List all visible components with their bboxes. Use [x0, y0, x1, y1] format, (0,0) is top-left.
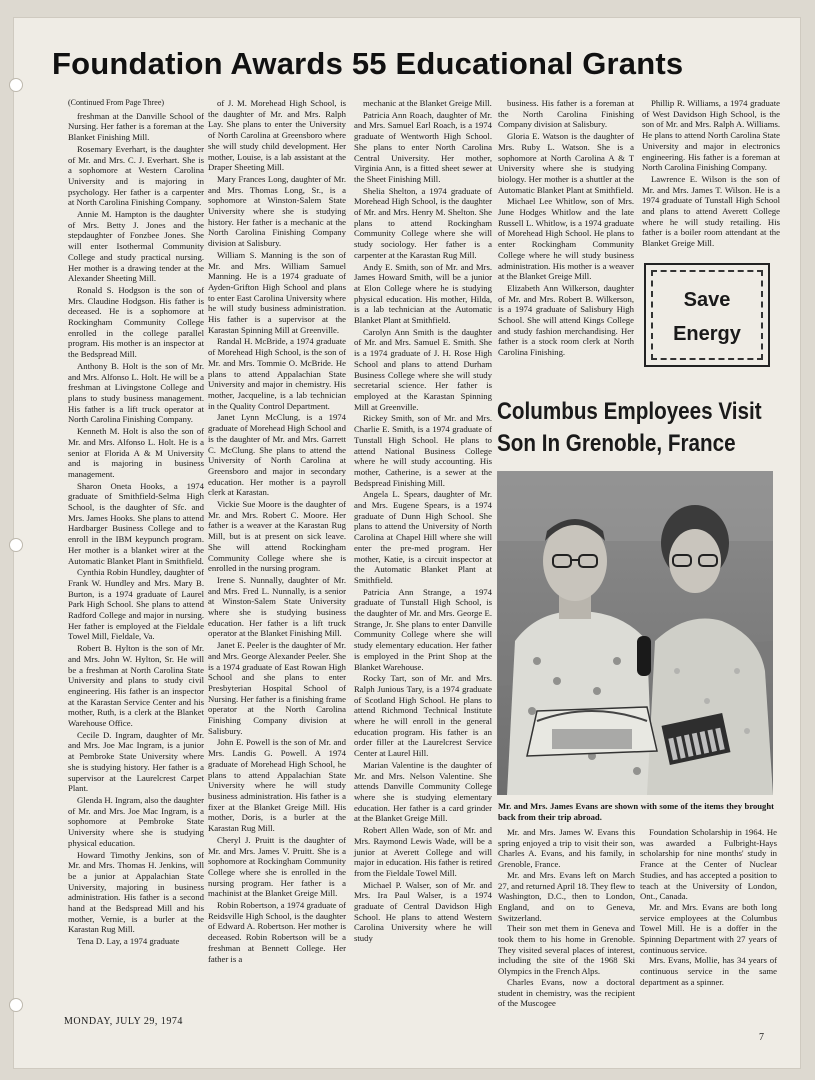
evans-story-column-1: [498, 827, 635, 1009]
paragraph: Rocky Tart, son of Mr. and Mrs. Ralph Junious Tary, is a 1974 graduate of Scotland High School. He plans to attend Richmond Technical Institute where he will enroll in the general education program. His father is an order filler at the Laurelcrest Service Center at Laurel Hill.: [354, 673, 492, 759]
paragraph: mechanic at the Blanket Greige Mill.: [363, 98, 492, 108]
paragraph: Mr. and Mrs. Evans left on March 27, and returned April 18. They flew to Washington, D.C., then to London, England, and on to Geneva, Switzerland.: [498, 869, 635, 923]
main-headline: Foundation Awards 55 Educational Grants: [52, 46, 684, 81]
footer-date: MONDAY, JULY 29, 1974: [64, 1016, 183, 1027]
paragraph: Michael Lee Whitlow, son of Mrs. June Hodges Whitlow and the late Russell L. Whitlow, is a 1974 graduate of Morehead High School. He plans to enter Rockingham Community College where he will study business administration. His mother is a weaver at the Blanket Greige Mill.: [498, 196, 634, 282]
paragraph: Mary Frances Long, daughter of Mr. and Mrs. Thomas Long, Sr., is a sophomore at Winston-Salem State University where she is studying history. Her father is a mechanic at the North Carolina Finishing Company division at Salisbury.: [208, 173, 346, 249]
paragraph: Angela L. Spears, daughter of Mr. and Mrs. Eugene Spears, is a 1974 graduate of Dunn High School. She plans to attend the University of North Carolina at Chapel Hill where she will enter the pre-med program. Her mother, Katie, is a circuit inspector at the Automatic Blanket Plant at Smithfield.: [354, 489, 492, 585]
paragraph: Patricia Ann Roach, daughter of Mr. and Mrs. Samuel Earl Roach, is a 1974 graduate of Wentworth High School. She plans to enter North Carolina Central University. Her mother, Virginia Ann, is a fitted sheet sewer at the Sheet Finishing Mill.: [354, 109, 492, 184]
save-text: Save: [683, 289, 731, 311]
second-headline: [497, 396, 762, 460]
paragraph: Rickey Smith, son of Mr. and Mrs. Charlie E. Smith, is a 1974 graduate of Tunstall High School. He plans to attend National Business College where he will study accounting. His mother, Catherine, is a sewer at the Bedspread Finishing Mill.: [354, 413, 492, 488]
paragraph: Mr. and Mrs. Evans are both long service employees at the Columbus Towel Mill. He is a doffer in the Spinning Department with 27 years of continuous service.: [640, 901, 777, 955]
paragraph: Robert Allen Wade, son of Mr. and Mrs. Raymond Lewis Wade, will be a junior at Averett College and will major in education. His father is retired from the Fieldale Towel Mill.: [354, 825, 492, 878]
paragraph: John E. Powell is the son of Mr. and Mrs. Landis G. Powell. A 1974 graduate of Morehead High School, he plans to attend Appalachian State University where he will study business administration. His father is a fixer at the Blanket Greige Mill. His mother, Doris, is a burler at the Karastan Rug Mill.: [208, 737, 346, 834]
paragraph: Cheryl J. Pruitt is the daughter of Mr. and Mrs. James V. Pruitt. She is a sophomore at Rockingham Community College where she is enrolled in the nursing program. Her father is a machinist at the Blanket Greige Mill.: [208, 834, 346, 899]
paragraph: Irene S. Nunnally, daughter of Mr. and Mrs. Fred L. Nunnally, is a senior at Winston-Salem State University where she is studying business education. Her father is a lift truck operator at the Blanket Finishing Mill.: [208, 574, 346, 639]
paragraph: Charles Evans, now a doctoral student in chemistry, was the recipient of the Muscogee: [498, 976, 635, 1009]
punch-hole: [9, 998, 23, 1012]
paragraph: Kenneth M. Holt is also the son of Mr. and Mrs. Alfonso L. Holt. He is a senior at Florida A & M University and is majoring in business management.: [68, 426, 204, 479]
paragraph: Cecile D. Ingram, daughter of Mr. and Mrs. Joe Mac Ingram, is a junior at Pembroke State University where she is studying history. Her father is a supervisor at the Laurelcrest Carpet Plant.: [68, 729, 204, 794]
photo-image: [497, 471, 773, 795]
article-column-2: [208, 98, 346, 965]
article-column-1: [68, 98, 204, 948]
paragraph: Cynthia Robin Hundley, daughter of Frank W. Hundley and Mrs. Mary B. Burton, is a 1974 graduate of Laurel Park High School. She plans to attend Radford College and major in nursing. Her father is employed at the Fieldale Towel Mill, Fieldale, Va.: [68, 567, 204, 642]
paragraph: Gloria E. Watson is the daughter of Mrs. Ruby L. Watson. She is a sophomore at North Carolina A & T University where she is studying biology. Her mother is a shuttler at the Automatic Blanket Plant at Smithfield.: [498, 131, 634, 195]
paragraph: Elizabeth Ann Wilkerson, daughter of Mr. and Mrs. Robert B. Wilkerson, is a 1974 graduate of Salisbury High School. She will attend Kings College and study fashion merchandising. Her father is a stock room clerk at North Carolina Finishing.: [498, 282, 634, 358]
article-column-4: [498, 98, 634, 359]
paragraph: Andy E. Smith, son of Mr. and Mrs. James Howard Smith, will be a junior at Elon College where he is studying physical education. His mother, Hilda, is a lab technician at the Automatic Blanket Plant at Smithfield.: [354, 261, 492, 326]
article-column-3: [354, 98, 492, 944]
paragraph: Janet E. Peeler is the daughter of Mr. and Mrs. George Alexander Peeler. She is a 1974 graduate of East Rowan High School and she plans to enter Presbyterian Hospital School of Nursing. Her father is a finishing frame operator at the North Carolina Finishing Company division at Salisbury.: [208, 640, 346, 736]
evans-story-column-2: [640, 827, 777, 988]
paragraph: business. His father is a foreman at the North Carolina Finishing Company division at Salisbury.: [498, 98, 634, 130]
paragraph: Mr. and Mrs. James W. Evans this spring enjoyed a trip to visit their son, Charles A. Evans, and his family, in Grenoble, France.: [498, 827, 635, 870]
second-headline-line2: Son In Grenoble, France: [497, 430, 736, 457]
paragraph: Janet Lynn McClung, is a 1974 graduate of Morehead High School and is the daughter of Mr. and Mrs. Garrett C. McClung. She plans to attend the University of North Carolina at Greensboro and major in secondary education. Her mother is a payroll clerk at Karastan.: [208, 412, 346, 498]
paragraph: Robin Robertson, a 1974 graduate of Reidsville High School, is the daughter of Edward A. Robertson. Her mother is deceased. Robin Robertson will be a freshman at Bennett College. Her father is a: [208, 900, 346, 964]
paragraph: Rosemary Everhart, is the daughter of Mr. and Mrs. C. J. Everhart. She is a sophomore at Western Carolina University and is majoring in psychology. Her father is a carpenter at North Carolina Finishing Company.: [68, 143, 204, 208]
paragraph: Vickie Sue Moore is the daughter of Mr. and Mrs. Robert C. Moore. Her father is a weaver at the Karastan Rug Mill, but is at present on sick leave. She will attend Rockingham Community College where she is enrolled in the nursing program.: [208, 499, 346, 574]
paragraph: Randal H. McBride, a 1974 graduate of Morehead High School, is the son of Mr. and Mrs. Tommie O. McBride. He plans to attend Appalachian State University and major in chemistry. His mother, Jacqueline, is a lab technician in the Quality Control Department.: [208, 336, 346, 411]
paragraph: Robert B. Hylton is the son of Mr. and Mrs. John W. Hylton, Sr. He will be a freshman at North Carolina State University and plans to study civil engineering. His father is an inspector at the Karastan Service Center and his mother, Ruth, is a clerk at the Blanket Warehouse Office.: [68, 643, 204, 729]
save-energy-box: [644, 263, 770, 367]
article-column-5: [642, 98, 780, 250]
dashed-border: [651, 270, 763, 360]
paragraph: Lawrence E. Wilson is the son of Mr. and Mrs. James T. Wilson. He is a 1974 graduate of Tunstall High School and plans to attend Averett College where he will study retailing. His father is a boiler room attendant at the Blanket Greige Mill.: [642, 173, 780, 249]
paragraph: of J. M. Morehead High School, is the daughter of Mr. and Mrs. Ralph Lay. She plans to enter the University of North Carolina at Greensboro where she will study child development. Her mother, Louise, is a lab assistant at the Draper Sheeting Mill.: [208, 98, 346, 173]
paragraph: Tena D. Lay, a 1974 graduate: [77, 936, 180, 947]
paragraph: Phillip R. Williams, a 1974 graduate of West Davidson High School, is the son of Mr. and Mrs. Ralph A. Williams. He plans to attend North Carolina State University and major in electronics engineering. His father is a foreman at North Carolina Finishing Company.: [642, 98, 780, 173]
second-headline-line1: Columbus Employees Visit: [497, 398, 762, 425]
paragraph: Ronald S. Hodgson is the son of Mrs. Claudine Hodgson. His father is deceased. He is a sophomore at Rockingham Community College enrolled in the college parallel program. His mother is an inspector at the Bedspread Mill.: [68, 284, 204, 360]
paragraph: Howard Timothy Jenkins, son of Mr. and Mrs. Thomas H. Jenkins, will be a junior at Appalachian State University, majoring in business administration. His father is a second hand at the Bedspread Mill and his mother, Vernie, is a burler at the Karastan Rug Mill.: [68, 849, 204, 935]
photo-caption: Mr. and Mrs. James Evans are shown with some of the items they brought back from their trip abroad.: [498, 801, 774, 822]
paragraph: Foundation Scholarship in 1964. He was awarded a Fulbright-Hays scholarship for nine months' study in France at the Center of Nuclear Studies, and has accepted a position to teach at the University of London, Ont., Canada.: [640, 827, 777, 902]
paragraph: Anthony B. Holt is the son of Mr. and Mrs. Alfonso L. Holt. He will be a freshman at Livingstone College and plans to study business management. His father is a lift truck operator at North Carolina Finishing Company.: [68, 360, 204, 425]
paragraph: Their son met them in Geneva and took them to his home in Grenoble. They visited several places of interest, including the site of the 1968 Ski Olympics in the French Alps.: [498, 923, 635, 977]
paragraph: Sharon Oneta Hooks, a 1974 graduate of Smithfield-Selma High School, is the daughter of Sfc. and Mrs. James Hooks. She plans to attend Hardbarger Business College and to enroll in the IBM keypunch program. Her mother is a blanket wirer at the Automatic Blanket Plant in Smithfield.: [68, 480, 204, 566]
page-number: 7: [759, 1032, 764, 1043]
paragraph: freshman at the Danville School of Nursing. Her father is a foreman at the Blanket Finishing Mill.: [68, 110, 204, 143]
paragraph: Marian Valentine is the daughter of Mr. and Mrs. Nelson Valentine. She attends Danville Community College where she is studying elementary education. Her father is a card grinder at the Blanket Greige Mill.: [354, 759, 492, 824]
paragraph: Annie M. Hampton is the daughter of Mrs. Betty J. Jones and the stepdaughter of Fonzbee Jones. She will enter Isothermal Community College and study practical nursing. Her mother is a drawing tender at the Alexander Sheeting Mill.: [68, 209, 204, 284]
paragraph: William S. Manning is the son of Mr. and Mrs. William Samuel Manning. He is a 1974 graduate of Ayden-Grifton High School and plans to enter East Carolina University where he will study business administration. His father is a supervisor at the Karastan Spinning Mill at Greenville.: [208, 249, 346, 335]
evans-photo: [497, 471, 773, 795]
paragraph: Glenda H. Ingram, also the daughter of Mr. and Mrs. Joe Mac Ingram, is a sophomore at Pembroke State University where she is studying physical education.: [68, 795, 204, 848]
energy-text: Energy: [673, 323, 741, 345]
paragraph: Mrs. Evans, Mollie, has 34 years of continuous service in the same department as a spinner.: [640, 955, 777, 987]
punch-hole: [9, 78, 23, 92]
paragraph: Michael P. Walser, son of Mr. and Mrs. Ira Paul Walser, is a 1974 graduate of Central Davidson High School. He plans to attend Western Carolina University where he will study: [354, 879, 492, 944]
paragraph: (Continued From Page Three): [68, 98, 165, 107]
paragraph: Patricia Ann Strange, a 1974 graduate of Tunstall High School, is the daughter of Mr. and Mrs. George E. Strange, Jr. She plans to enter Danville Community College where she will study elementary education. Her father is employed in the Print Shop at the Blanket Warehouse.: [354, 586, 492, 672]
punch-hole: [9, 538, 23, 552]
paragraph: Shelia Shelton, a 1974 graduate of Morehead High School, is the daughter of Mr. and Mrs. Henry M. Shelton. She plans to attend Rockingham Community College where she will study sociology. Her father is a carpenter at the Karastan Rug Mill.: [354, 185, 492, 260]
paragraph: Carolyn Ann Smith is the daughter of Mr. and Mrs. Samuel E. Smith. She is a 1974 graduate of J. H. Rose High School and plans to attend Durham Business College where she will study secretarial science. Her father is employed at the Karastan Spinning Mill at Greenville.: [354, 326, 492, 412]
